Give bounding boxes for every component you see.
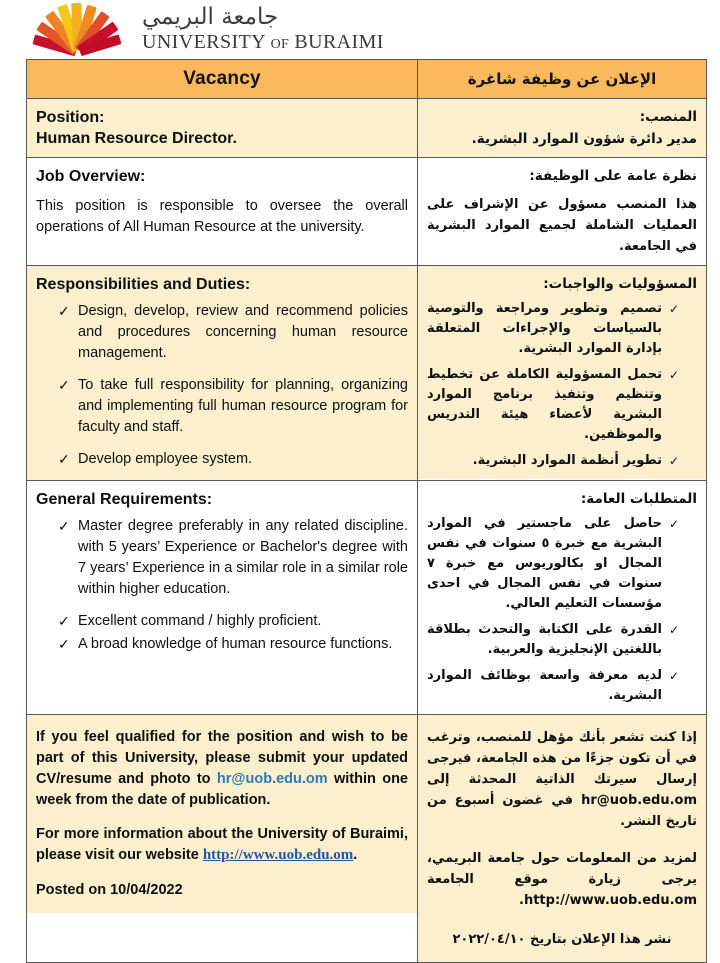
posted-date-en: Posted on 10/04/2022 (36, 882, 183, 898)
requirements-label-en: General Requirements: (36, 491, 213, 508)
overview-text-ar: هذا المنصب مسؤول عن الإشراف على العمليات الشاملة لجميع الموارد البشرية في الجامعة. (427, 197, 697, 254)
requirements-label-ar: المتطلبات العامة: (580, 491, 697, 507)
position-row (27, 99, 707, 158)
position-value-ar: مدير دائرة شؤون الموارد البشرية. (471, 131, 697, 147)
university-website-link[interactable]: http://www.uob.edu.om (202, 847, 354, 863)
check-icon: ✓ (668, 368, 679, 382)
list-item-text: تحمل المسؤولية الكاملة عن تخطيط وتنظيم وتنفيذ برنامج الموارد البشرية لأعضاء هيئة التدريس والموظفين. (427, 367, 662, 442)
apply-text-ar-after: في غضون أسبوع من تاريخ النشر. (427, 793, 697, 829)
responsibilities-label-ar: المسؤوليات والواجبات: (543, 276, 697, 292)
check-icon: ✓ (668, 454, 679, 468)
position-label-ar: المنصب: (639, 109, 697, 125)
responsibilities-label-en: Responsibilities and Duties: (36, 276, 251, 293)
overview-cell-english (27, 158, 418, 266)
header-cell-arabic (418, 60, 707, 99)
apply-text-after: within one week from the date of publication. (36, 771, 409, 808)
check-icon: ✓ (668, 302, 679, 316)
apply-contact-row (27, 715, 707, 963)
hr-email-link-ar[interactable]: hr@uob.edu.om (581, 793, 697, 808)
list-item (58, 634, 408, 655)
more-info-text-before: For more information about the University of Buraimi, please visit our website (36, 826, 408, 863)
list-item-text: To take full responsibility for planning, organizing and implementing full human resource program for faculty and staff. (78, 377, 408, 435)
list-item-text: تطوير أنظمة الموارد البشرية. (472, 453, 662, 468)
list-item-text: A broad knowledge of human resource functions. (78, 636, 393, 652)
position-cell-arabic (418, 99, 707, 158)
list-item-text: القدرة على الكتابة والتحدث بطلاقة باللغتين الإنجليزية والعربية. (427, 622, 662, 657)
general-requirements-row (27, 481, 707, 715)
header-cell-english (27, 60, 418, 99)
list-item-text: Design, develop, review and recommend policies and procedures concerning human resource management. (78, 303, 408, 361)
check-icon: ✓ (58, 303, 70, 319)
responsibilities-cell-arabic (418, 266, 707, 481)
contact-cell-arabic (418, 715, 707, 963)
list-item (427, 451, 679, 471)
list-item (427, 299, 679, 359)
check-icon: ✓ (668, 669, 679, 683)
logo-english-word1: UNIVERSITY (142, 31, 266, 53)
hr-email-link[interactable]: hr@uob.edu.om (216, 771, 328, 787)
overview-label-ar: نظرة عامة على الوظيفة: (529, 168, 697, 184)
check-icon: ✓ (58, 613, 70, 629)
list-item-text: Develop employee system. (78, 451, 253, 467)
responsibilities-cell-english (27, 266, 418, 481)
position-cell-english (27, 99, 418, 158)
list-item (427, 620, 679, 660)
list-item-text: تصميم وتطوير ومراجعة والتوصية بالسياسات والإجراءات المتعلقة بإدارة الموارد البشرية. (427, 301, 662, 356)
logo-english-name (142, 31, 384, 56)
apply-text-ar-before: إذا كنت تشعر بأنك مؤهل للمنصب، وترغب في أن تكون جزءًا من هذه الجامعة، فيرجى إرسال سيرتك الذاتية المحدثة إلى (427, 730, 697, 787)
overview-text-en: This position is responsible to oversee the overall operations of All Human Resource at the university. (36, 198, 408, 235)
check-icon: ✓ (58, 451, 70, 467)
apply-paragraph-en (36, 727, 408, 811)
check-icon: ✓ (668, 517, 679, 531)
list-item (58, 516, 408, 600)
overview-cell-arabic (418, 158, 707, 266)
responsibilities-list-en (36, 301, 408, 470)
responsibilities-list-ar (427, 299, 697, 471)
list-item (58, 611, 408, 632)
list-item-text: Excellent command / highly proficient. (78, 613, 322, 629)
requirements-cell-arabic (418, 481, 707, 715)
logo-arabic-name: جامعة البريمي (142, 4, 279, 30)
vacancy-title-ar: الإعلان عن وظيفة شاغرة (467, 70, 657, 88)
requirements-list-ar (427, 514, 697, 706)
list-item-text: حاصل على ماجستير في الموارد البشرية مع خبرة ٥ سنوات في نفس المجال او بكالوريوس مع خبرة ٧ سنوات في نفس المجال في احدى مؤسسات التعليم العالي. (427, 516, 662, 611)
list-item (427, 365, 679, 445)
more-info-paragraph-en (36, 824, 408, 866)
apply-paragraph-ar (427, 727, 697, 832)
more-info-text-after: . (353, 847, 358, 863)
vacancy-title-en: Vacancy (183, 68, 261, 89)
letterhead-logo-band (0, 0, 720, 58)
list-item (58, 301, 408, 364)
vacancy-announcement-table (26, 59, 707, 963)
position-label-en: Position: (36, 109, 105, 126)
logo-wordmark (142, 2, 384, 56)
check-icon: ✓ (668, 623, 679, 637)
requirements-cell-english (27, 481, 418, 715)
job-overview-row (27, 158, 707, 266)
position-value-en: Human Resource Director. (36, 130, 237, 147)
list-item (427, 666, 679, 706)
list-item-text: Master degree preferably in any related discipline. with 5 years’ Experience or Bachelor's degree with 7 years’ Experience in a similar role in a similar role within higher education. (78, 518, 408, 597)
logo-english-of: OF (270, 37, 289, 52)
logo-english-word2: BURAIMI (294, 31, 384, 53)
responsibilities-row (27, 266, 707, 481)
check-icon: ✓ (58, 518, 70, 534)
more-info-text-ar-before: لمزيد من المعلومات حول جامعة البريمي، يرجى زيارة موقع الجامعة (427, 851, 697, 887)
apply-text-before: If you feel qualified for the position and wish to be part of this University, please submit your updated CV/resume and photo to (36, 729, 408, 787)
list-item-text: لديه معرفة واسعة بوظائف الموارد البشرية. (427, 668, 662, 703)
overview-label-en: Job Overview: (36, 168, 146, 185)
list-item (427, 514, 679, 614)
university-website-link-ar[interactable]: http://www.uob.edu.om (523, 893, 697, 908)
check-icon: ✓ (58, 636, 70, 652)
list-item (58, 449, 408, 470)
contact-cell-english (27, 715, 418, 963)
table-header-row (27, 60, 707, 99)
check-icon: ✓ (58, 377, 70, 393)
requirements-list-en (36, 516, 408, 655)
sunburst-fan-logo-icon (32, 2, 128, 56)
posted-date-ar: نشر هذا الإعلان بتاريخ ٢٠٢٢/٠٤/١٠ (452, 932, 672, 947)
list-item (58, 375, 408, 438)
more-info-text-ar-after: . (519, 893, 524, 908)
